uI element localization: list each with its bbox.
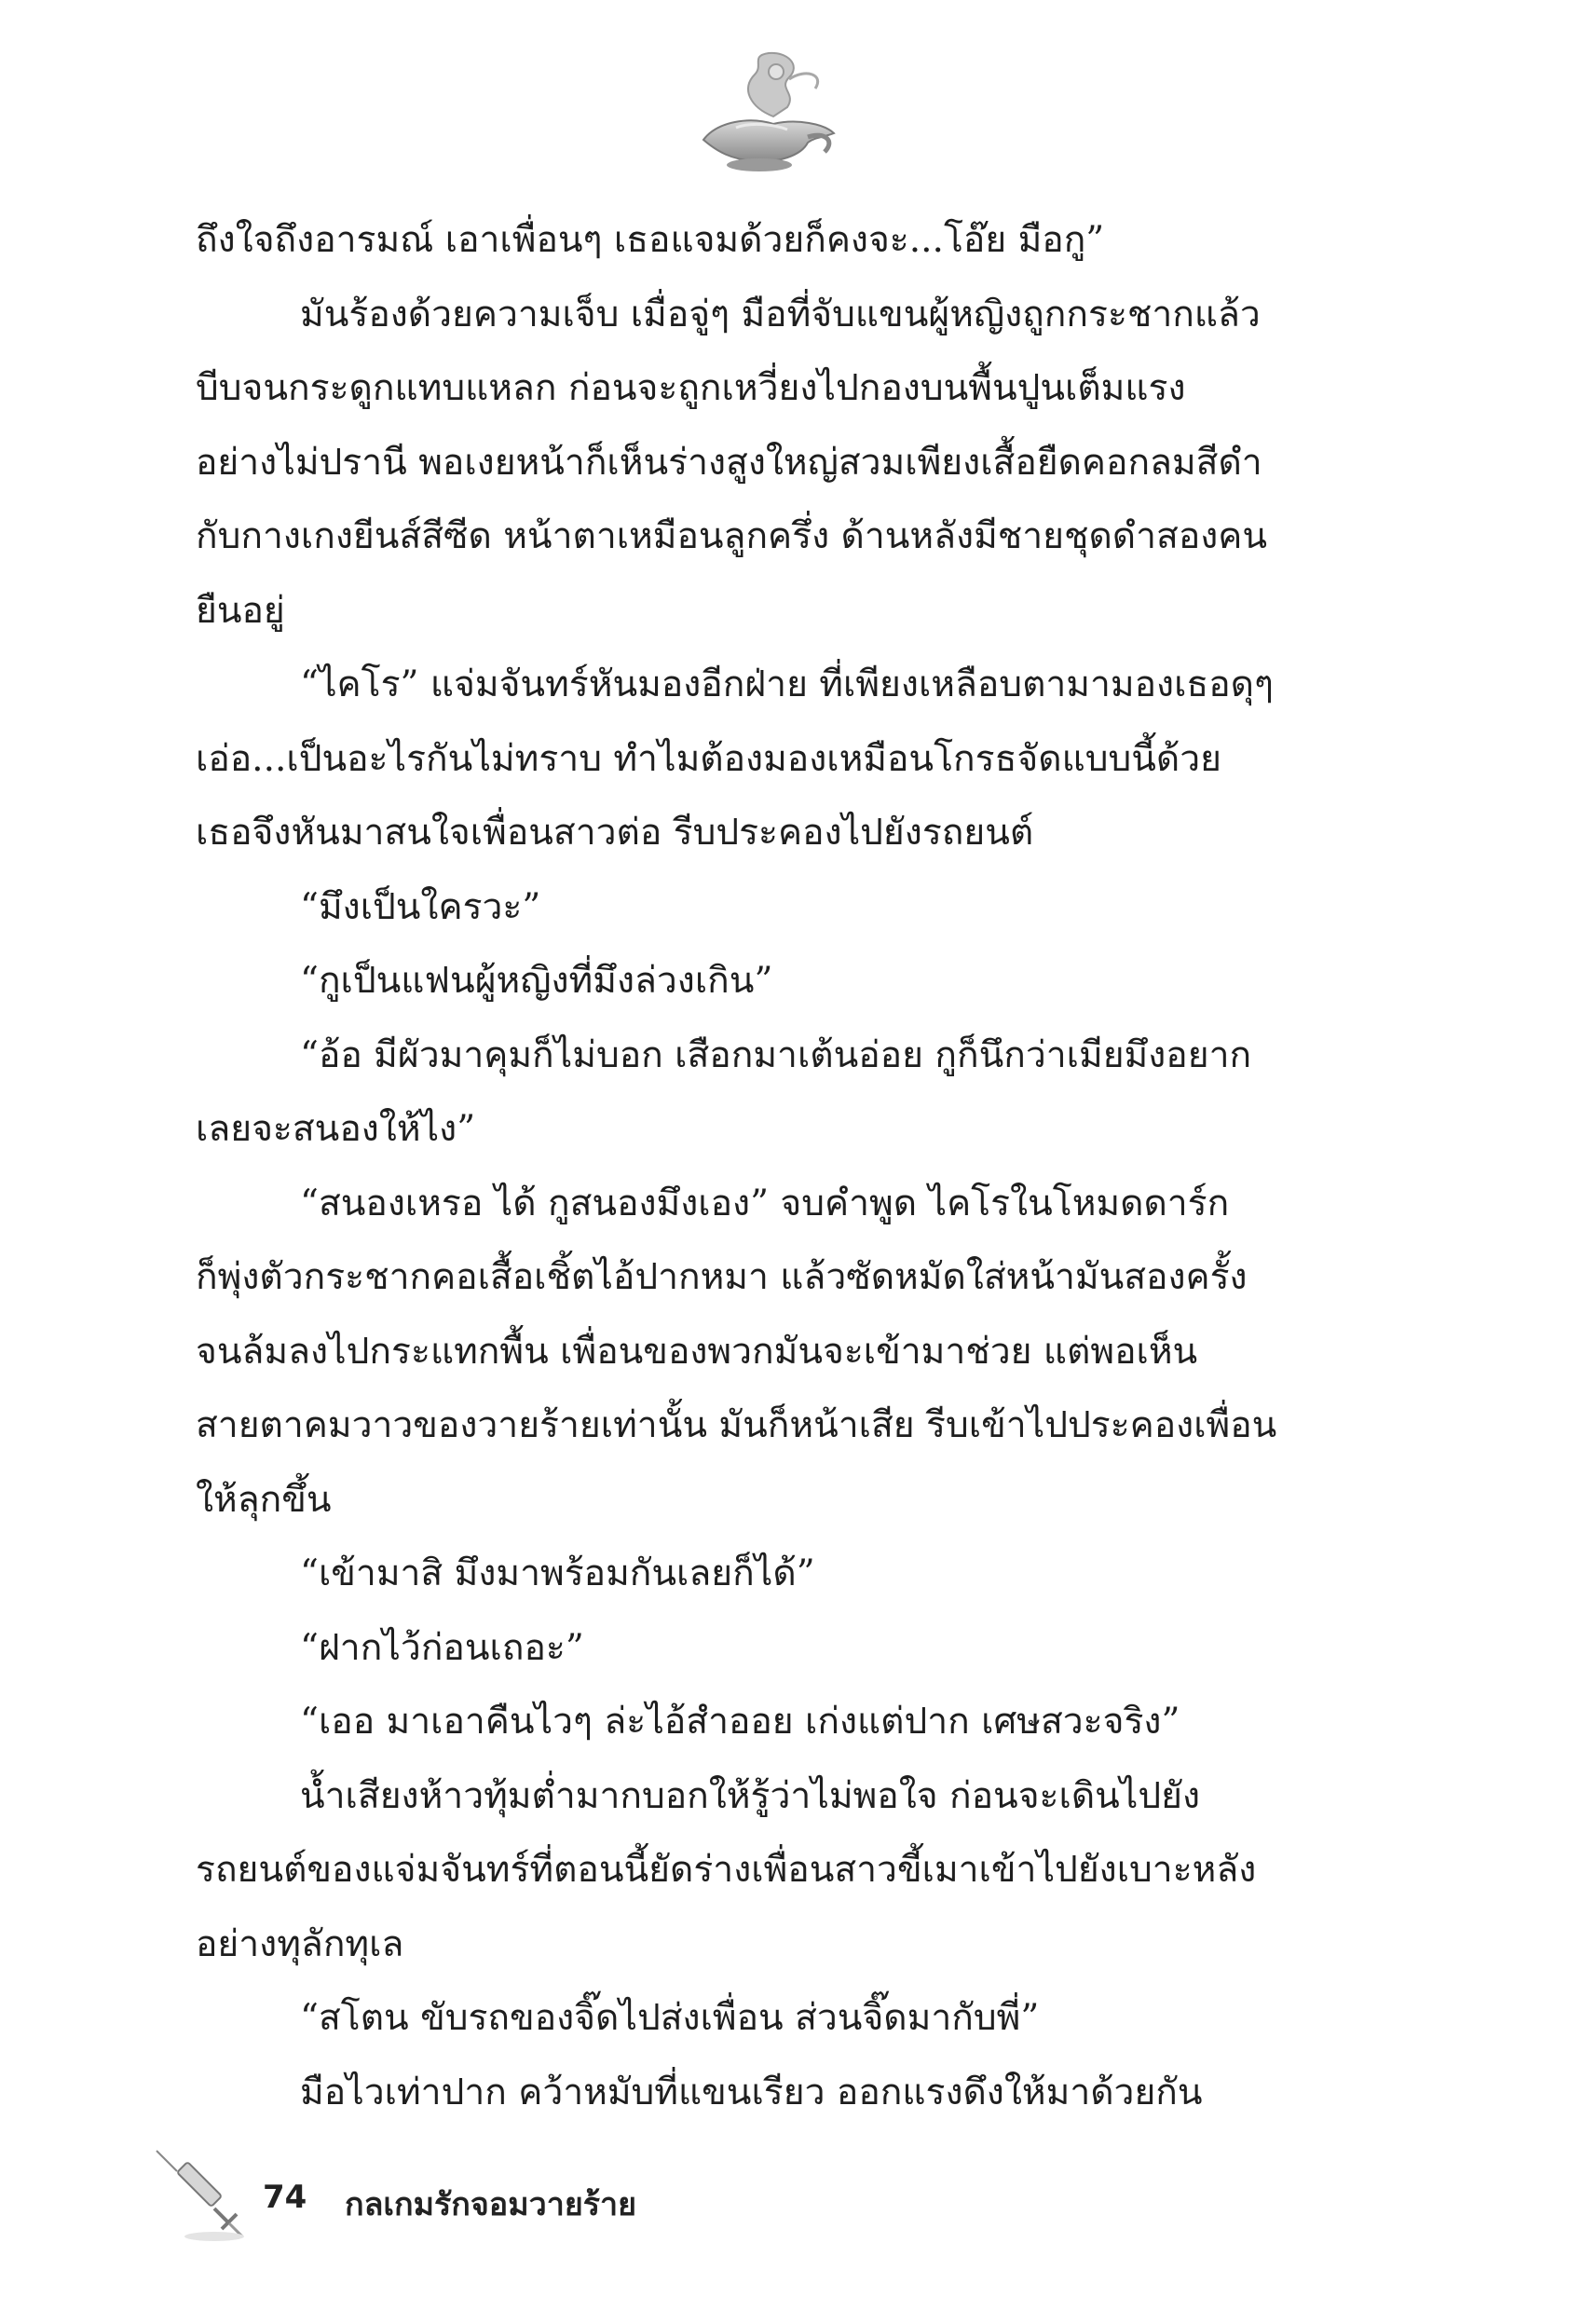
text-line: จนล้มลงไปกระแทกพื้น เพื่อนของพวกมันจะเข้ามาช่วย แต่พอเห็น bbox=[196, 1330, 1198, 1373]
text-line: ยืนอยู่ bbox=[196, 589, 285, 632]
text-line: “มึงเป็นใครวะ” bbox=[300, 885, 541, 928]
text-line: “สโตน ขับรถของจิ๊ดไปส่งเพื่อน ส่วนจิ๊ดมากับพี่” bbox=[300, 1997, 1040, 2039]
text-line: มันร้องด้วยความเจ็บ เมื่อจู่ๆ มือที่จับแขนผู้หญิงถูกกระชากแล้ว bbox=[300, 293, 1261, 335]
text-line: “สนองเหรอ ได้ กูสนองมึงเอง” จบคำพูด ไคโรในโหมดดาร์ก bbox=[300, 1182, 1230, 1224]
text-line: เลยจะสนองให้ไง” bbox=[196, 1108, 476, 1150]
text-line: บีบจนกระดูกแทบแหลก ก่อนจะถูกเหวี่ยงไปกองบนพื้นปูนเต็มแรง bbox=[196, 367, 1186, 409]
body-text bbox=[196, 203, 1332, 2129]
text-line: เธอจึงหันมาสนใจเพื่อนสาวต่อ รีบประคองไปยังรถยนต์ bbox=[196, 812, 1034, 854]
text-line: ให้ลุกขึ้น bbox=[196, 1478, 332, 1521]
text-line: ก็พุ่งตัวกระชากคอเสื้อเชิ้ตไอ้ปากหมา แล้วซัดหมัดใส่หน้ามันสองครั้ง bbox=[196, 1256, 1248, 1298]
text-line: “เออ มาเอาคืนไวๆ ล่ะไอ้สำออย เก่งแต่ปาก เศษสวะจริง” bbox=[300, 1701, 1180, 1743]
genie-lamp-ornament-icon bbox=[685, 51, 843, 177]
text-line: “กูเป็นแฟนผู้หญิงที่มึงล่วงเกิน” bbox=[300, 960, 773, 1002]
text-line: “ไคโร” แจ่มจันทร์หันมองอีกฝ่าย ที่เพียงเหลือบตามามองเธอดุๆ bbox=[300, 663, 1274, 705]
text-line: กับกางเกงยีนส์สีซีด หน้าตาเหมือนลูกครึ่ง ด้านหลังมีชายชุดดำสองคน bbox=[196, 515, 1268, 557]
page-footer bbox=[149, 2143, 801, 2255]
page-number: 74 bbox=[263, 2179, 307, 2216]
text-line: “อ้อ มีผัวมาคุมก็ไม่บอก เสือกมาเต้นอ่อย กูก็นึกว่าเมียมึงอยาก bbox=[300, 1033, 1252, 1076]
text-line: “เข้ามาสิ มึงมาพร้อมกันเลยก็ได้” bbox=[300, 1552, 815, 1594]
text-line: อย่างไม่ปรานี พอเงยหน้าก็เห็นร่างสูงใหญ่สวมเพียงเสื้อยืดคอกลมสีดำ bbox=[196, 441, 1262, 484]
text-line: มือไวเท่าปาก คว้าหมับที่แขนเรียว ออกแรงดึงให้มาด้วยกัน bbox=[300, 2071, 1203, 2113]
text-line: อย่างทุลักทุเล bbox=[196, 1922, 404, 1965]
text-line: เอ่อ...เป็นอะไรกันไม่ทราบ ทำไมต้องมองเหมือนโกรธจัดแบบนี้ด้วย bbox=[196, 737, 1221, 780]
book-title: กลเกมรักจอมวายร้าย bbox=[345, 2186, 637, 2223]
text-line: ถึงใจถึงอารมณ์ เอาเพื่อนๆ เธอแจมด้วยก็คงจะ...โอ๊ย มือกู” bbox=[196, 219, 1105, 261]
syringe-icon bbox=[149, 2143, 252, 2246]
text-line: รถยนต์ของแจ่มจันทร์ที่ตอนนี้ยัดร่างเพื่อนสาวขี้เมาเข้าไปยังเบาะหลัง bbox=[196, 1849, 1257, 1891]
text-line: น้ำเสียงห้าวทุ้มต่ำมากบอกให้รู้ว่าไม่พอใจ ก่อนจะเดินไปยัง bbox=[300, 1774, 1201, 1817]
text-line: “ฝากไว้ก่อนเถอะ” bbox=[300, 1626, 584, 1669]
text-line: สายตาคมวาวของวายร้ายเท่านั้น มันก็หน้าเสีย รีบเข้าไปประคองเพื่อน bbox=[196, 1404, 1277, 1446]
